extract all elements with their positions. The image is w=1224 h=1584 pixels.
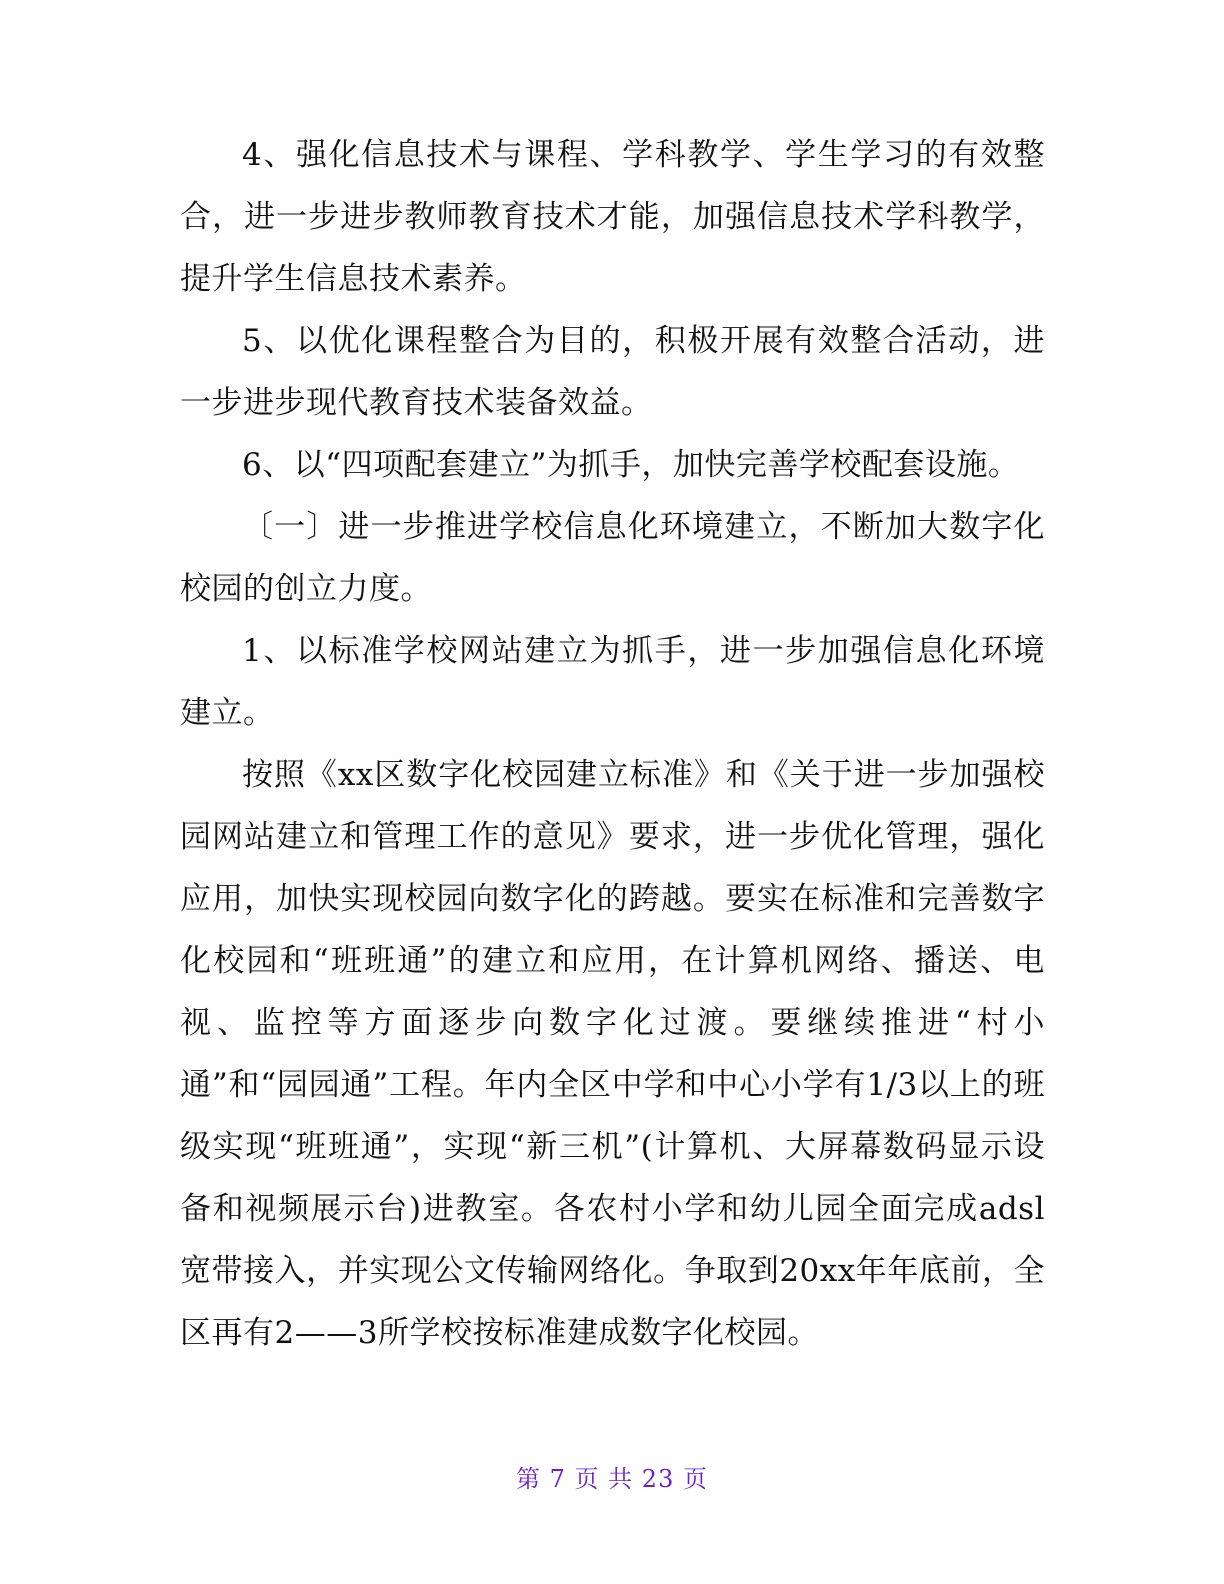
paragraph-item-6: 6、以“四项配套建立”为抓手，加快完善学校配套设施。 — [242, 447, 1020, 483]
paragraph-body: 按照《xx区数字化校园建立标准》和《关于进一步加强校园网站建立和管理工作的意见》要求，进一步优化管理，强化应用，加快实现校园向数字化的跨越。要实在标准和完善数字化校园和“班班通”的建立和应用，在计算机网络、播送、电视、监控等方面逐步向数字化过渡。要继续推进“村小通”和“园园通”工程。年内全区中学和中心小学有1/3以上的班级实现“班班通”，实现“新三机”(计算机、大屏幕数码显示设备和视频展示台)进教室。各农村小学和幼儿园全面完成adsl宽带接入，并实现公文传输网络化。争取到20xx年年底前，全区再有2——3所学校按标准建成数字化校园。 — [180, 757, 1045, 1351]
document-body — [180, 124, 1045, 1364]
page-footer — [0, 1462, 1224, 1496]
paragraph-item-1: 1、以标准学校网站建立为抓手，进一步加强信息化环境建立。 — [180, 633, 1045, 731]
page-number: 第 7 页 共 23 页 — [516, 1465, 708, 1493]
paragraph-item-4: 4、强化信息技术与课程、学科教学、学生学习的有效整合，进一步进步教师教育技术才能，加强信息技术学科教学，提升学生信息技术素养。 — [180, 137, 1045, 297]
section-heading-1: 〔一〕进一步推进学校信息化环境建立，不断加大数字化校园的创立力度。 — [180, 509, 1045, 607]
paragraph-item-5: 5、以优化课程整合为目的，积极开展有效整合活动，进一步进步现代教育技术装备效益。 — [180, 323, 1045, 421]
